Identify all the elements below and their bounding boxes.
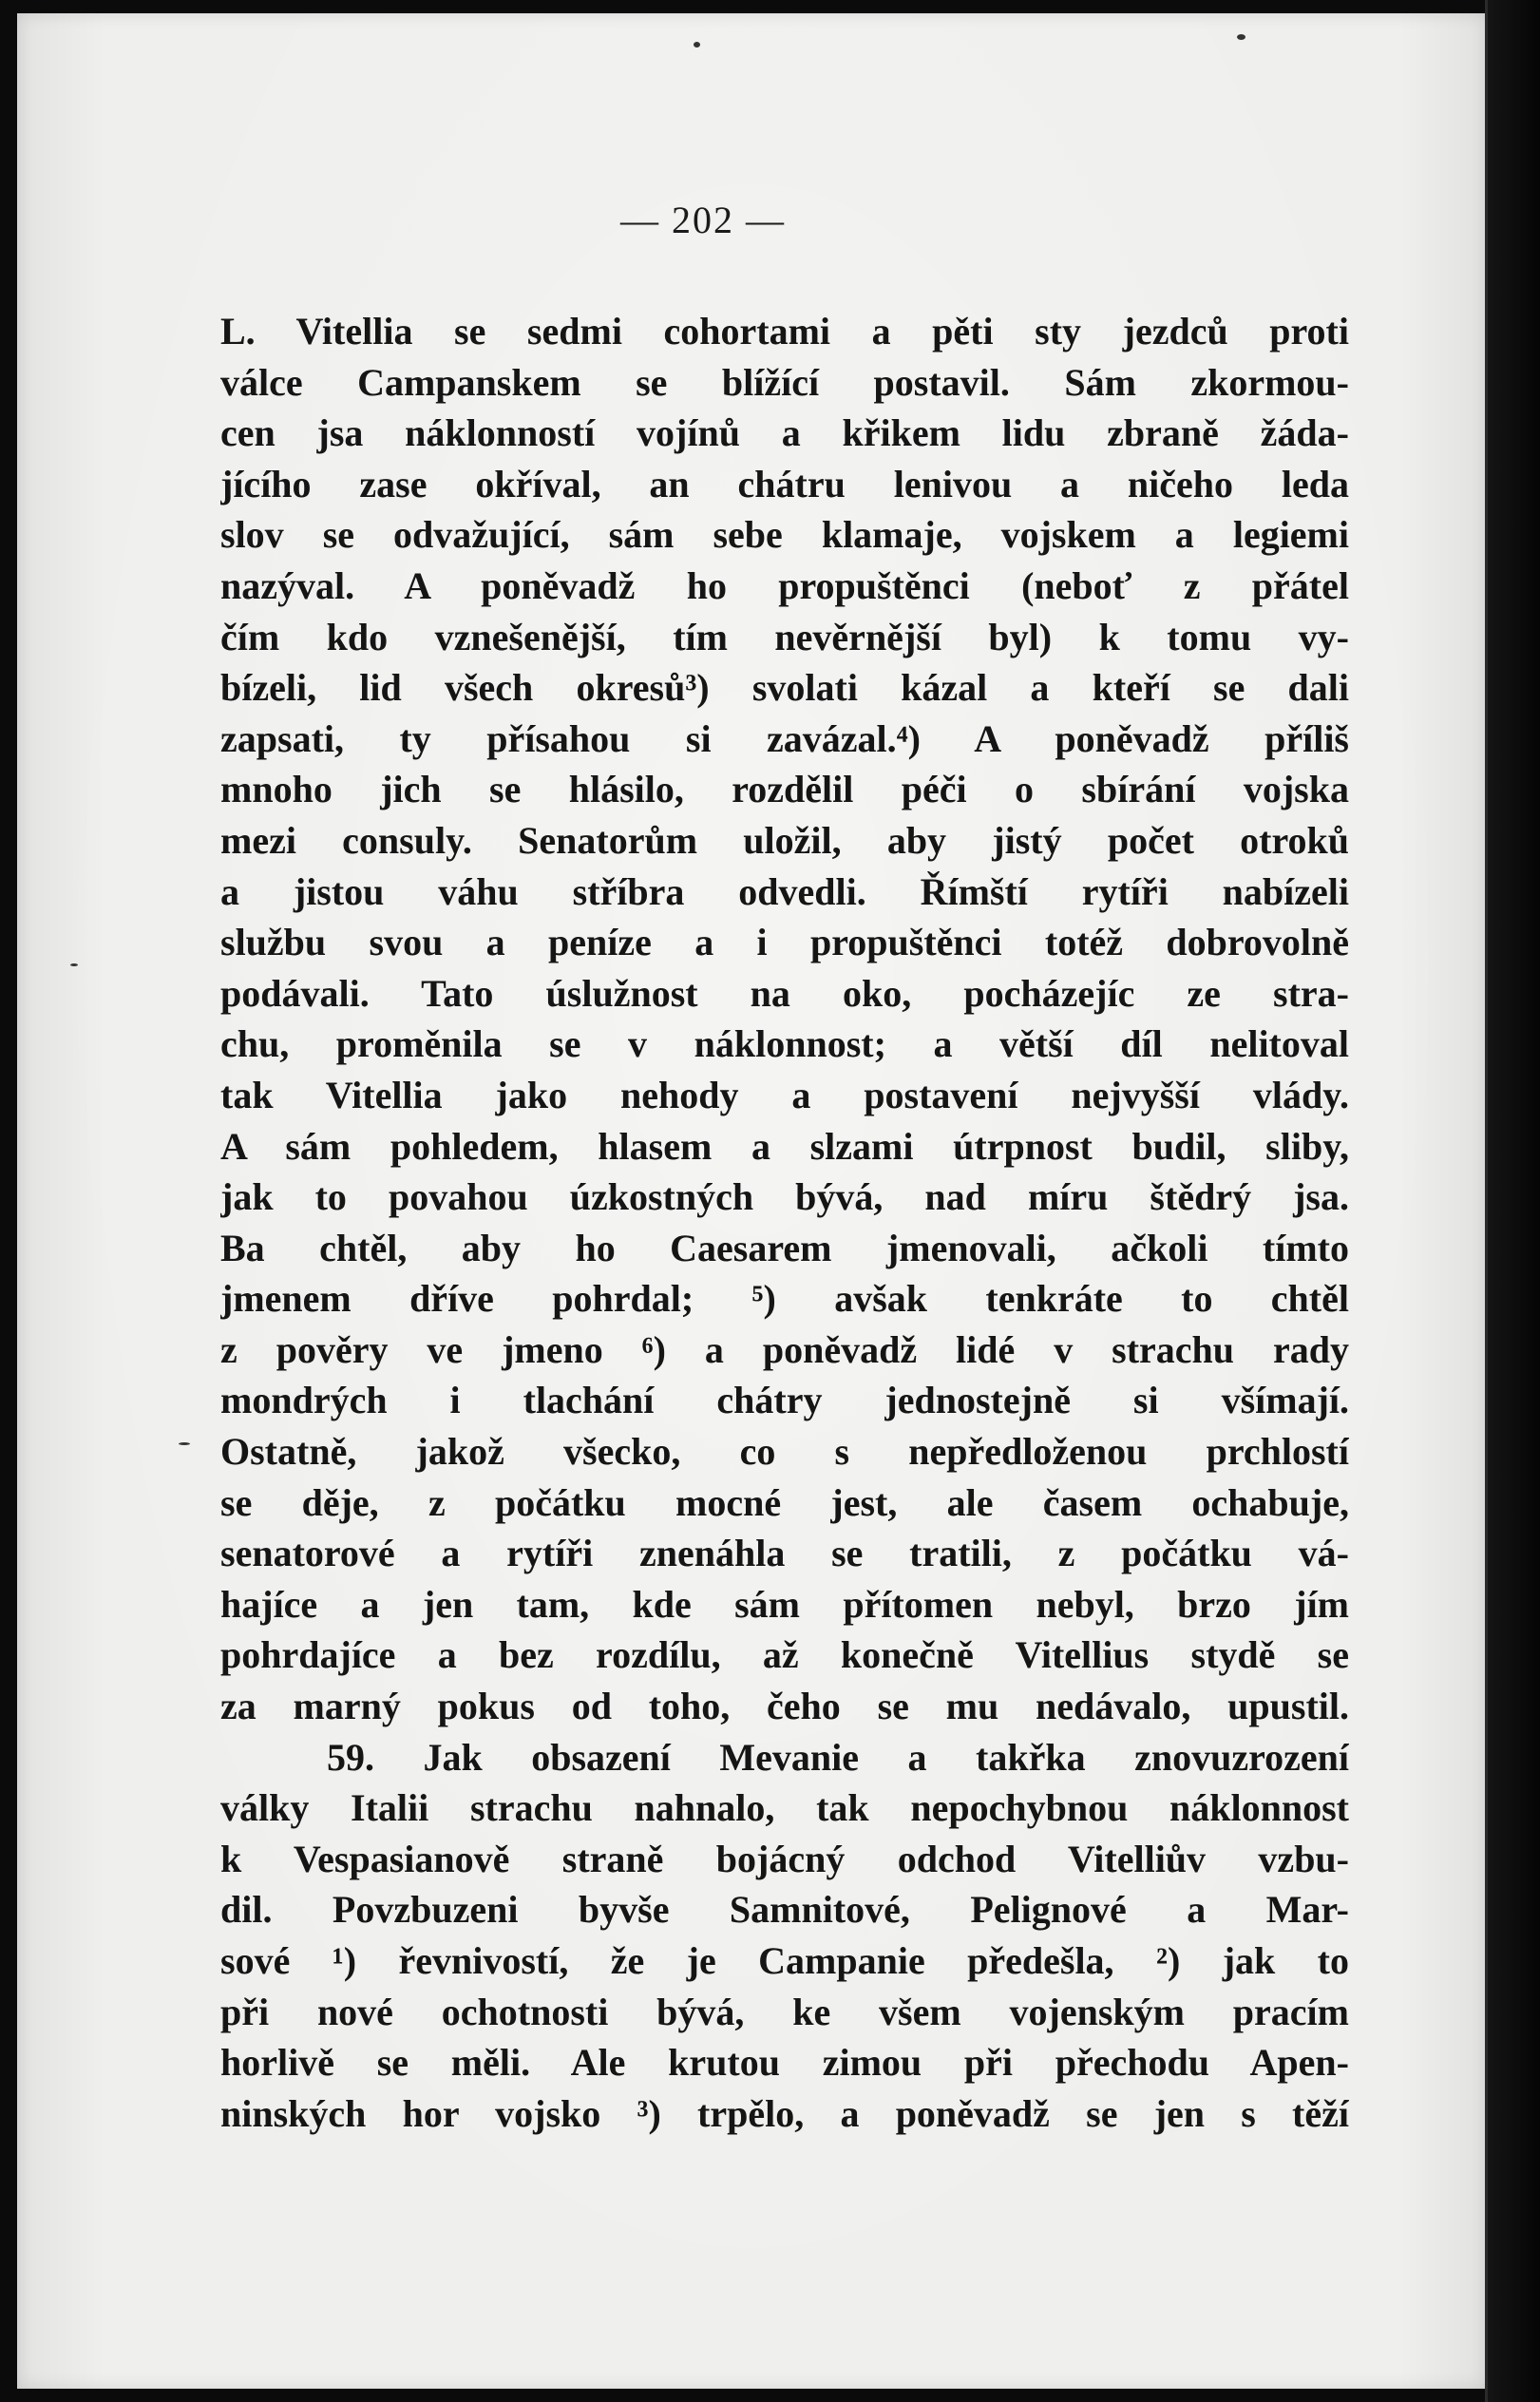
text-line: zapsati, ty přísahou si zavázal.⁴) A poněvadž příliš — [220, 716, 1349, 760]
text-line: senatorové a rytíři znenáhla se tratili, z počátku vá- — [220, 1532, 1349, 1575]
text-line: A sám pohledem, hlasem a slzami útrpnost budil, sliby, — [220, 1124, 1349, 1168]
text-line: mezi consuly. Senatorům uložil, aby jistý počet otroků — [220, 818, 1349, 862]
text-line: jmenem dříve pohrdal; ⁵) avšak tenkráte to chtěl — [220, 1277, 1349, 1321]
text-line: války Italii strachu nahnalo, tak nepochybnou náklonnost — [220, 1786, 1349, 1830]
text-line: L. Vitellia se sedmi cohortami a pěti sty jezdců proti — [220, 310, 1349, 353]
text-line: k Vespasianově straně bojácný odchod Vitelliův vzbu- — [220, 1837, 1349, 1880]
text-line: sové ¹) řevnivostí, že je Campanie předešla, ²) jak to — [220, 1939, 1349, 1982]
scan-speck — [179, 1442, 190, 1445]
text-line: horlivě se měli. Ale krutou zimou při přechodu Apen- — [220, 2041, 1349, 2085]
text-line: a jistou váhu stříbra odvedli. Římští rytíři nabízeli — [220, 869, 1349, 913]
text-line: ninských hor vojsko ³) trpělo, a poněvadž se jen s těží — [220, 2091, 1349, 2135]
text-line: bízeli, lid všech okresů³) svolati kázal a kteří se dali — [220, 666, 1349, 710]
paragraph-start-line: 59. Jak obsazení Mevanie a takřka znovuzrození — [327, 1735, 1349, 1779]
text-line: dil. Povzbuzeni byvše Samnitové, Pelignové a Mar- — [220, 1888, 1349, 1932]
scan-speck — [1237, 34, 1245, 40]
text-line: službu svou a peníze a i propuštěnci totéž dobrovolně — [220, 921, 1349, 964]
text-line: cen jsa náklonností vojínů a křikem lidu zbraně žáda- — [220, 411, 1349, 455]
text-line: jak to povahou úzkostných bývá, nad míru štědrý jsa. — [220, 1175, 1349, 1219]
text-line: jícího zase okříval, an chátru lenivou a ničeho leda — [220, 462, 1349, 505]
text-line: nazýval. A poněvadž ho propuštěnci (neboť z přátel — [220, 563, 1349, 607]
text-line: Ostatně, jakož všecko, co s nepředloženou prchlostí — [220, 1430, 1349, 1474]
text-line: při nové ochotnosti bývá, ke všem vojenským pracím — [220, 1990, 1349, 2033]
body-text — [220, 306, 1349, 2139]
text-line: tak Vitellia jako nehody a postavení nejvyšší vlády. — [220, 1073, 1349, 1116]
text-line: válce Campanskem se blížící postavil. Sám zkormou- — [220, 360, 1349, 404]
text-line: mnoho jich se hlásilo, rozdělil péči o sbírání vojska — [220, 768, 1349, 811]
text-line: slov se odvažující, sám sebe klamaje, vojskem a legiemi — [220, 513, 1349, 557]
text-line: z pověry ve jmeno ⁶) a poněvadž lidé v strachu rady — [220, 1327, 1349, 1371]
scan-speck — [694, 42, 700, 48]
text-line: za marný pokus od toho, čeho se mu nedávalo, upustil. — [220, 1685, 1349, 1728]
text-line: podávali. Tato úslužnost na oko, pocházejíc ze stra- — [220, 971, 1349, 1015]
text-line: čím kdo vznešenější, tím nevěrnější byl) k tomu vy- — [220, 615, 1349, 658]
book-binding-edge — [1485, 0, 1540, 2402]
text-line: pohrdajíce a bez rozdílu, až konečně Vitellius stydě se — [220, 1633, 1349, 1677]
page-number: — 202 — — [620, 199, 786, 241]
text-line: se děje, z počátku mocné jest, ale časem ochabuje, — [220, 1480, 1349, 1524]
text-line: mondrých i tlachání chátry jednostejně si všímají. — [220, 1379, 1349, 1422]
text-line: Ba chtěl, aby ho Caesarem jmenovali, ačkoli tímto — [220, 1226, 1349, 1269]
text-line: chu, proměnila se v náklonnost; a větší díl nelitoval — [220, 1022, 1349, 1066]
scan-speck — [70, 963, 78, 966]
text-line: hajíce a jen tam, kde sám přítomen nebyl, brzo jím — [220, 1582, 1349, 1626]
